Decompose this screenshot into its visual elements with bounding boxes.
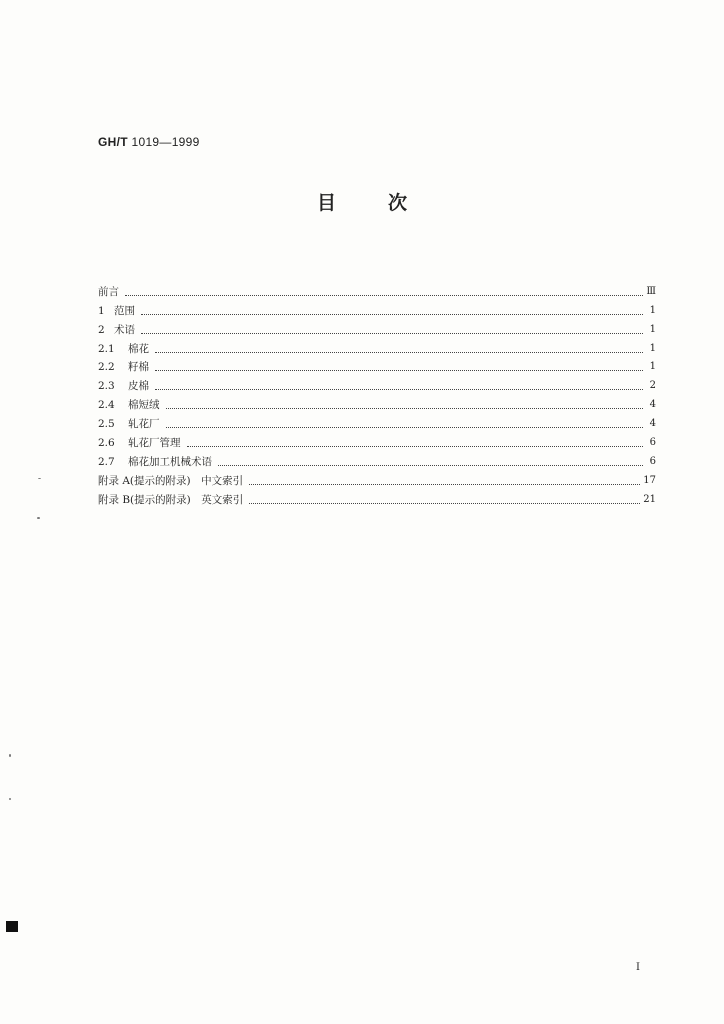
- toc-dot-leader: [166, 408, 644, 409]
- scan-speck: [9, 754, 11, 757]
- toc-entry-appendix-a[interactable]: [98, 469, 656, 488]
- toc-entry-label: 附录 A(提示的附录) 中文索引: [98, 474, 244, 487]
- scan-speck: [38, 478, 41, 479]
- toc-entry-number: 2.3: [98, 380, 115, 393]
- toc-dot-leader: [141, 333, 643, 334]
- toc-entry-page: 21: [643, 493, 656, 505]
- toc-dot-leader: [249, 484, 640, 485]
- toc-entry-page: 4: [649, 418, 656, 430]
- toc-entry-label: 轧花厂: [128, 418, 160, 431]
- toc-entry-seed-cotton[interactable]: [98, 356, 656, 375]
- toc-entry-number: 2.5: [98, 418, 115, 431]
- toc-entry-page: 1: [649, 361, 656, 373]
- toc-entry-number: 2.2: [98, 361, 115, 374]
- toc-entry-label: 术语: [114, 323, 135, 336]
- document-code-number: 1019—1999: [131, 135, 200, 149]
- toc-entry-page: 1: [649, 304, 656, 316]
- page-title-char-2: 次: [388, 192, 408, 214]
- page-title-char-1: 目: [316, 192, 336, 214]
- toc-dot-leader: [249, 503, 640, 504]
- toc-entry-label: 皮棉: [128, 380, 149, 393]
- toc-entry-page: Ⅲ: [646, 285, 656, 297]
- document-code-prefix: GH/T: [98, 135, 128, 149]
- scan-artifact-mark: [6, 921, 18, 932]
- toc-entry-gin-plant[interactable]: [98, 412, 656, 431]
- toc-dot-leader: [141, 314, 643, 315]
- page-title: [0, 188, 724, 215]
- toc-dot-leader: [155, 370, 643, 371]
- toc-entry-label: 附录 B(提示的附录) 英文索引: [98, 493, 244, 506]
- toc-entry-gin-management[interactable]: [98, 431, 656, 450]
- toc-entry-linters[interactable]: [98, 393, 656, 412]
- toc-entry-machinery-terms[interactable]: [98, 450, 656, 469]
- toc-entry-label: 棉花加工机械术语: [128, 455, 212, 468]
- page-number: I: [636, 962, 640, 973]
- scan-speck: [9, 798, 11, 800]
- toc-dot-leader: [187, 446, 644, 447]
- toc-entry-page: 6: [649, 455, 656, 467]
- toc-dot-leader: [218, 465, 643, 466]
- toc-entry-label: 前言: [98, 285, 119, 298]
- toc-entry-number: 1: [98, 304, 105, 317]
- document-code: [98, 135, 200, 149]
- toc-entry-scope[interactable]: [98, 299, 656, 318]
- toc-entry-foreword[interactable]: [98, 280, 656, 299]
- toc-entry-page: 1: [649, 323, 656, 335]
- toc-entry-cotton[interactable]: [98, 337, 656, 356]
- scan-speck: [37, 517, 40, 519]
- toc-entry-appendix-b[interactable]: [98, 488, 656, 507]
- table-of-contents: [98, 280, 656, 507]
- toc-dot-leader: [125, 295, 643, 296]
- toc-entry-number: 2.4: [98, 399, 115, 412]
- toc-entry-number: 2.7: [98, 455, 115, 468]
- toc-entry-label: 棉短绒: [128, 399, 160, 412]
- toc-entry-number: 2: [98, 323, 105, 336]
- toc-dot-leader: [155, 352, 643, 353]
- toc-entry-label: 范围: [114, 304, 135, 317]
- toc-entry-number: 2.6: [98, 437, 115, 450]
- toc-entry-lint[interactable]: [98, 374, 656, 393]
- toc-dot-leader: [166, 427, 644, 428]
- toc-entry-page: 17: [643, 474, 656, 486]
- toc-entry-page: 2: [649, 380, 656, 392]
- toc-entry-number: 2.1: [98, 342, 115, 355]
- toc-entry-label: 轧花厂管理: [128, 437, 181, 450]
- toc-entry-terms[interactable]: [98, 318, 656, 337]
- toc-entry-page: 6: [649, 437, 656, 449]
- toc-dot-leader: [155, 389, 643, 390]
- toc-entry-page: 1: [649, 342, 656, 354]
- toc-entry-label: 籽棉: [128, 361, 149, 374]
- toc-entry-page: 4: [649, 399, 656, 411]
- toc-entry-label: 棉花: [128, 342, 149, 355]
